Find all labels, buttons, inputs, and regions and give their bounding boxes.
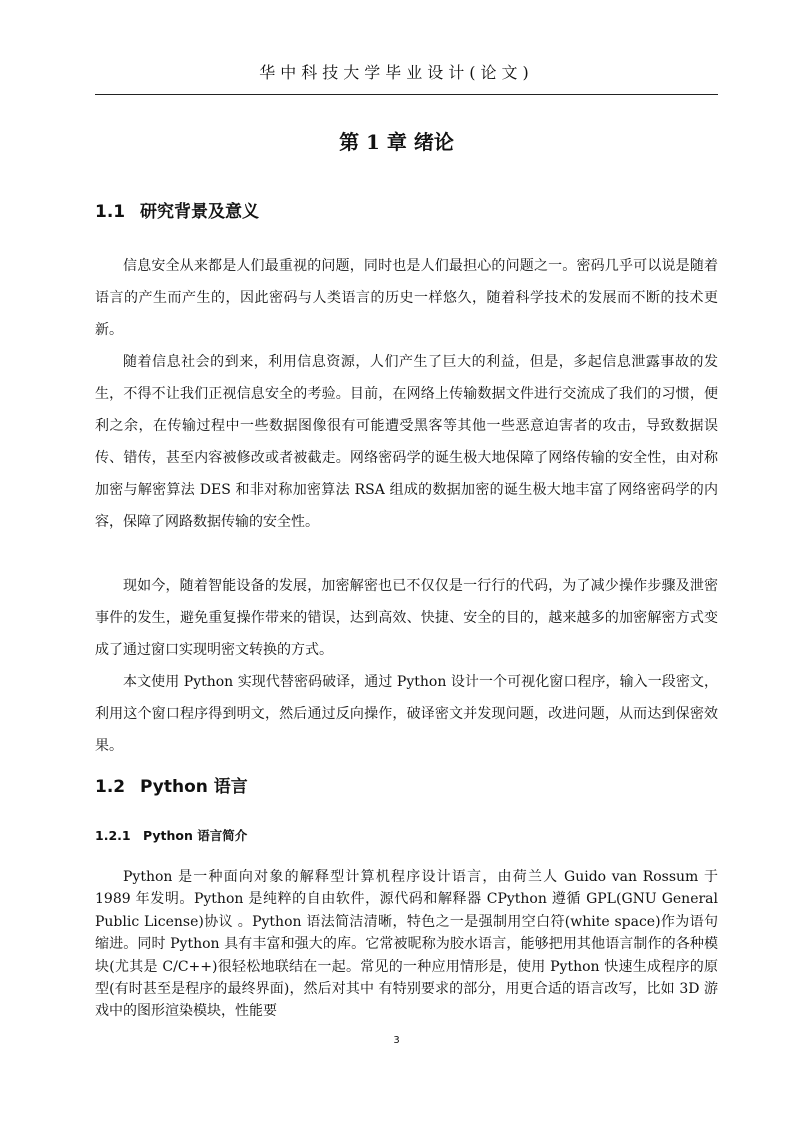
section-title: Python 语言 bbox=[140, 777, 248, 797]
paragraph: Python 是一种面向对象的解释型计算机程序设计语言，由荷兰人 Guido van Rossum 于 1989 年发明。Python 是纯粹的自由软件，源代码和解释器 CPython 遵循 GPL(GNU General Public License)协议 。Python 语法简洁清晰，特色之一是强制用空白符(white space)作为语句缩进。同时 Python 具有丰富和强大的库。它常被昵称为胶水语言，能够把用其他语言制作的各种模块(尤其是 C/C++)很轻松地联结在一起。常见的一种应用情形是，使用 Python 快速生成程序的原型(有时甚至是程序的最终界面)，然后对其中 有特别要求的部分，用更合适的语言改写，比如 3D 游戏中的图形渲染模块，性能要 bbox=[95, 869, 718, 1020]
section-heading-1-1 bbox=[95, 197, 259, 222]
paragraph: 信息安全从来都是人们最重视的问题，同时也是人们最担心的问题之一。密码几乎可以说是随着语言的产生而产生的，因此密码与人类语言的历史一样悠久，随着科学技术的发展而不断的技术更新。 bbox=[95, 258, 718, 338]
page-number: 3 bbox=[393, 1035, 400, 1046]
header-rule bbox=[95, 94, 718, 95]
section-number: 1.1 bbox=[95, 202, 126, 222]
subsection-title: Python 语言简介 bbox=[143, 828, 248, 843]
section-title: 研究背景及意义 bbox=[140, 202, 259, 222]
section-number: 1.2 bbox=[95, 777, 126, 797]
chapter-title: 第 1 章 绪论 bbox=[339, 130, 454, 154]
paragraph: 随着信息社会的到来，利用信息资源，人们产生了巨大的利益，但是，多起信息泄露事故的发生，不得不让我们正视信息安全的考验。目前，在网络上传输数据文件进行交流成了我们的习惯，便利之余，在传输过程中一些数据图像很有可能遭受黑客等其他一些恶意迫害者的攻击，导致数据误传、错传，甚至内容被修改或者被截走。网络密码学的诞生极大地保障了网络传输的安全性，由对称加密与解密算法 DES 和非对称加密算法 RSA 组成的数据加密的诞生极大地丰富了网络密码学的内容，保障了网路数据传输的安全性。 bbox=[95, 354, 718, 530]
running-header: 华中科技大学毕业设计(论文) bbox=[259, 63, 534, 82]
section-heading-1-2 bbox=[95, 772, 248, 797]
subsection-number: 1.2.1 bbox=[95, 828, 131, 843]
paragraph: 现如今，随着智能设备的发展，加密解密也已不仅仅是一行行的代码，为了减少操作步骤及泄密事件的发生，避免重复操作带来的错误，达到高效、快捷、安全的目的，越来越多的加密解密方式变成了通过窗口实现明密文转换的方式。 bbox=[95, 578, 718, 658]
subsection-heading-1-2-1 bbox=[95, 826, 247, 844]
paragraph: 本文使用 Python 实现代替密码破译，通过 Python 设计一个可视化窗口程序，输入一段密文，利用这个窗口程序得到明文，然后通过反向操作，破译密文并发现问题，改进问题，从而达到保密效果。 bbox=[95, 674, 718, 754]
